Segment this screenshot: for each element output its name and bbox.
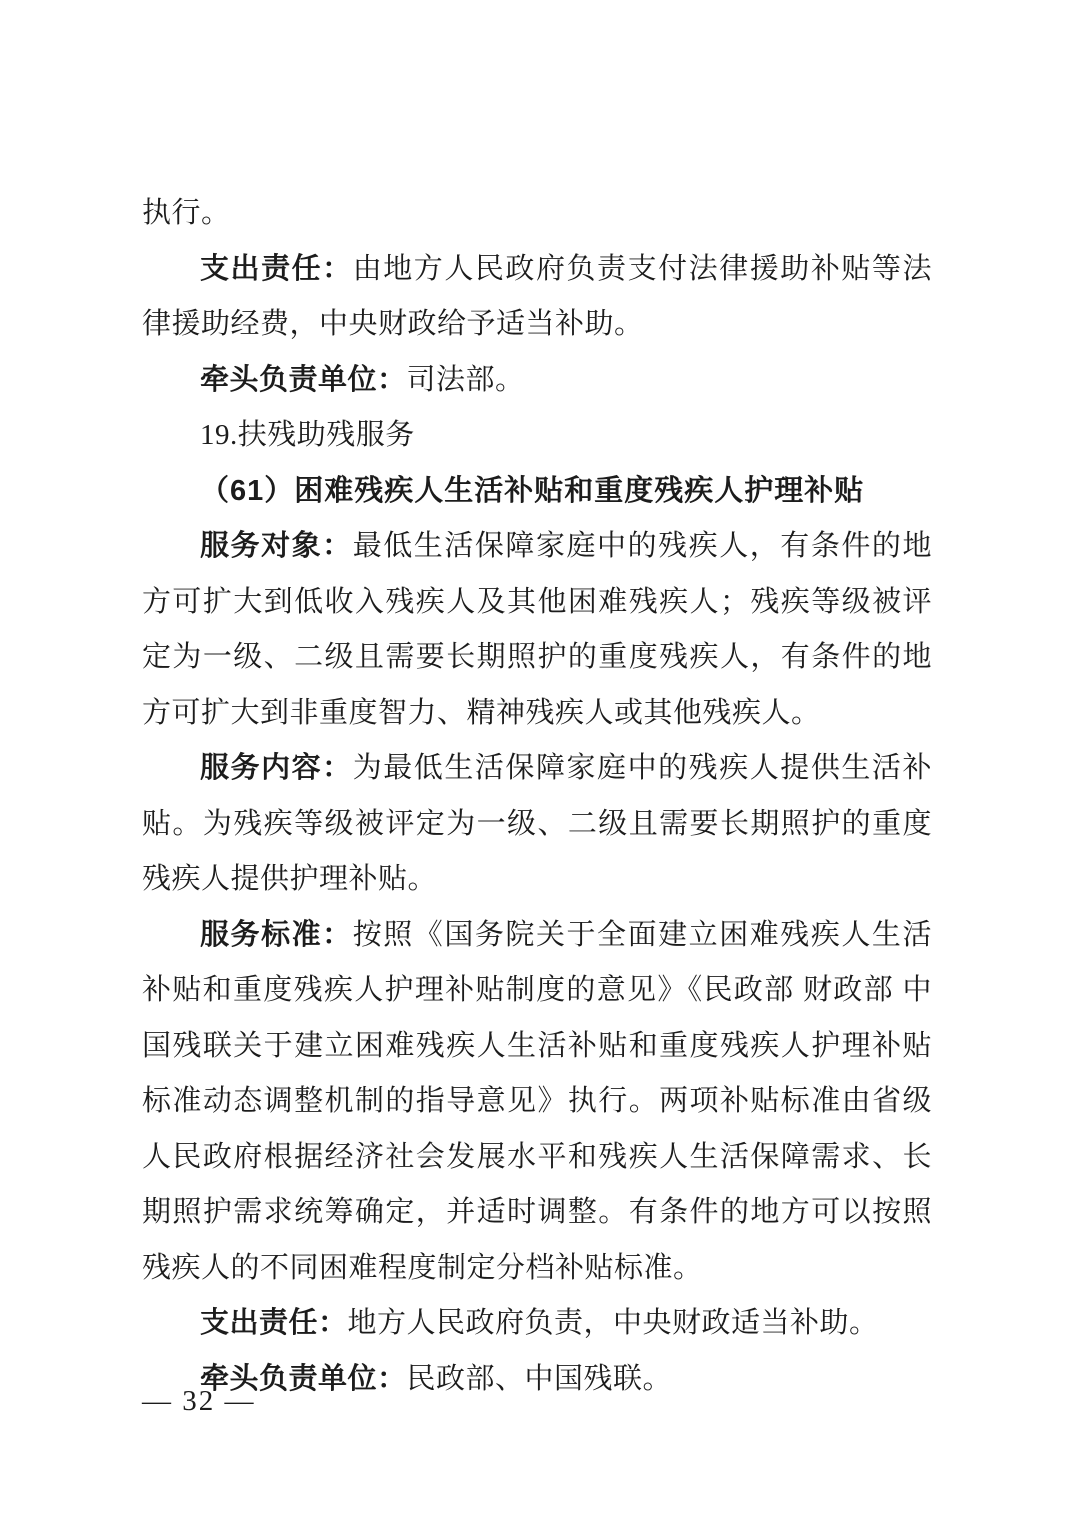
paragraph-text: 按照《国务院关于全面建立困难残疾人生活补贴和重度残疾人护理补贴制度的意见》《民政部 财政部 中国残联关于建立困难残疾人生活补贴和重度残疾人护理补贴标准动态调整机制的指导意见》执行。两项补贴标准由省级人民政府根据经济社会发展水平和残疾人生活保障需求、长期照护需求统筹确定，并适时调整。有条件的地方可以按照残疾人的不同困难程度制定分档补贴标准。 [142, 918, 932, 1284]
paragraph [142, 353, 932, 409]
paragraph-label: 支出责任： [200, 252, 353, 285]
paragraph-label: 牵头负责单位： [200, 363, 407, 396]
paragraph-text: 执行。 [142, 197, 231, 229]
paragraph-text: 最低生活保障家庭中的残疾人，有条件的地方可扩大到低收入残疾人及其他困难残疾人；残疾等级被评定为一级、二级且需要长期照护的重度残疾人，有条件的地方可扩大到非重度智力、精神残疾人或其他残疾人。 [142, 530, 932, 729]
document-body [142, 0, 932, 1407]
paragraph-text: 19.扶残助残服务 [200, 419, 415, 451]
numbered-item [142, 408, 932, 464]
paragraph [142, 741, 932, 908]
paragraph-label: 支出责任： [200, 1307, 348, 1339]
page-number: — 32 — [142, 1385, 256, 1417]
paragraph-label: 服务标准： [200, 918, 353, 951]
paragraph [142, 1296, 932, 1352]
paragraph-label: 服务对象： [200, 530, 353, 562]
section-heading [142, 464, 932, 520]
paragraph [142, 908, 932, 1297]
paragraph [142, 1352, 932, 1408]
paragraph [142, 242, 932, 353]
paragraph-text: 司法部。 [406, 363, 525, 396]
paragraph [142, 519, 932, 741]
paragraph-label: 服务内容： [200, 752, 353, 784]
paragraph-text: （61）困难残疾人生活补贴和重度残疾人护理补贴 [200, 474, 865, 507]
paragraph-text: 由地方人民政府负责支付法律援助补贴等法律援助经费，中央财政给予适当补助。 [142, 252, 932, 340]
paragraph-label: 牵头负责单位： [200, 1362, 407, 1395]
paragraph-text: 地方人民政府负责，中央财政适当补助。 [347, 1307, 879, 1339]
paragraph-text: 为最低生活保障家庭中的残疾人提供生活补贴。为残疾等级被评定为一级、二级且需要长期照护的重度残疾人提供护理补贴。 [142, 752, 932, 895]
page-footer [142, 1381, 256, 1421]
paragraph [142, 186, 932, 242]
paragraph-text: 民政部、中国残联。 [406, 1362, 673, 1395]
